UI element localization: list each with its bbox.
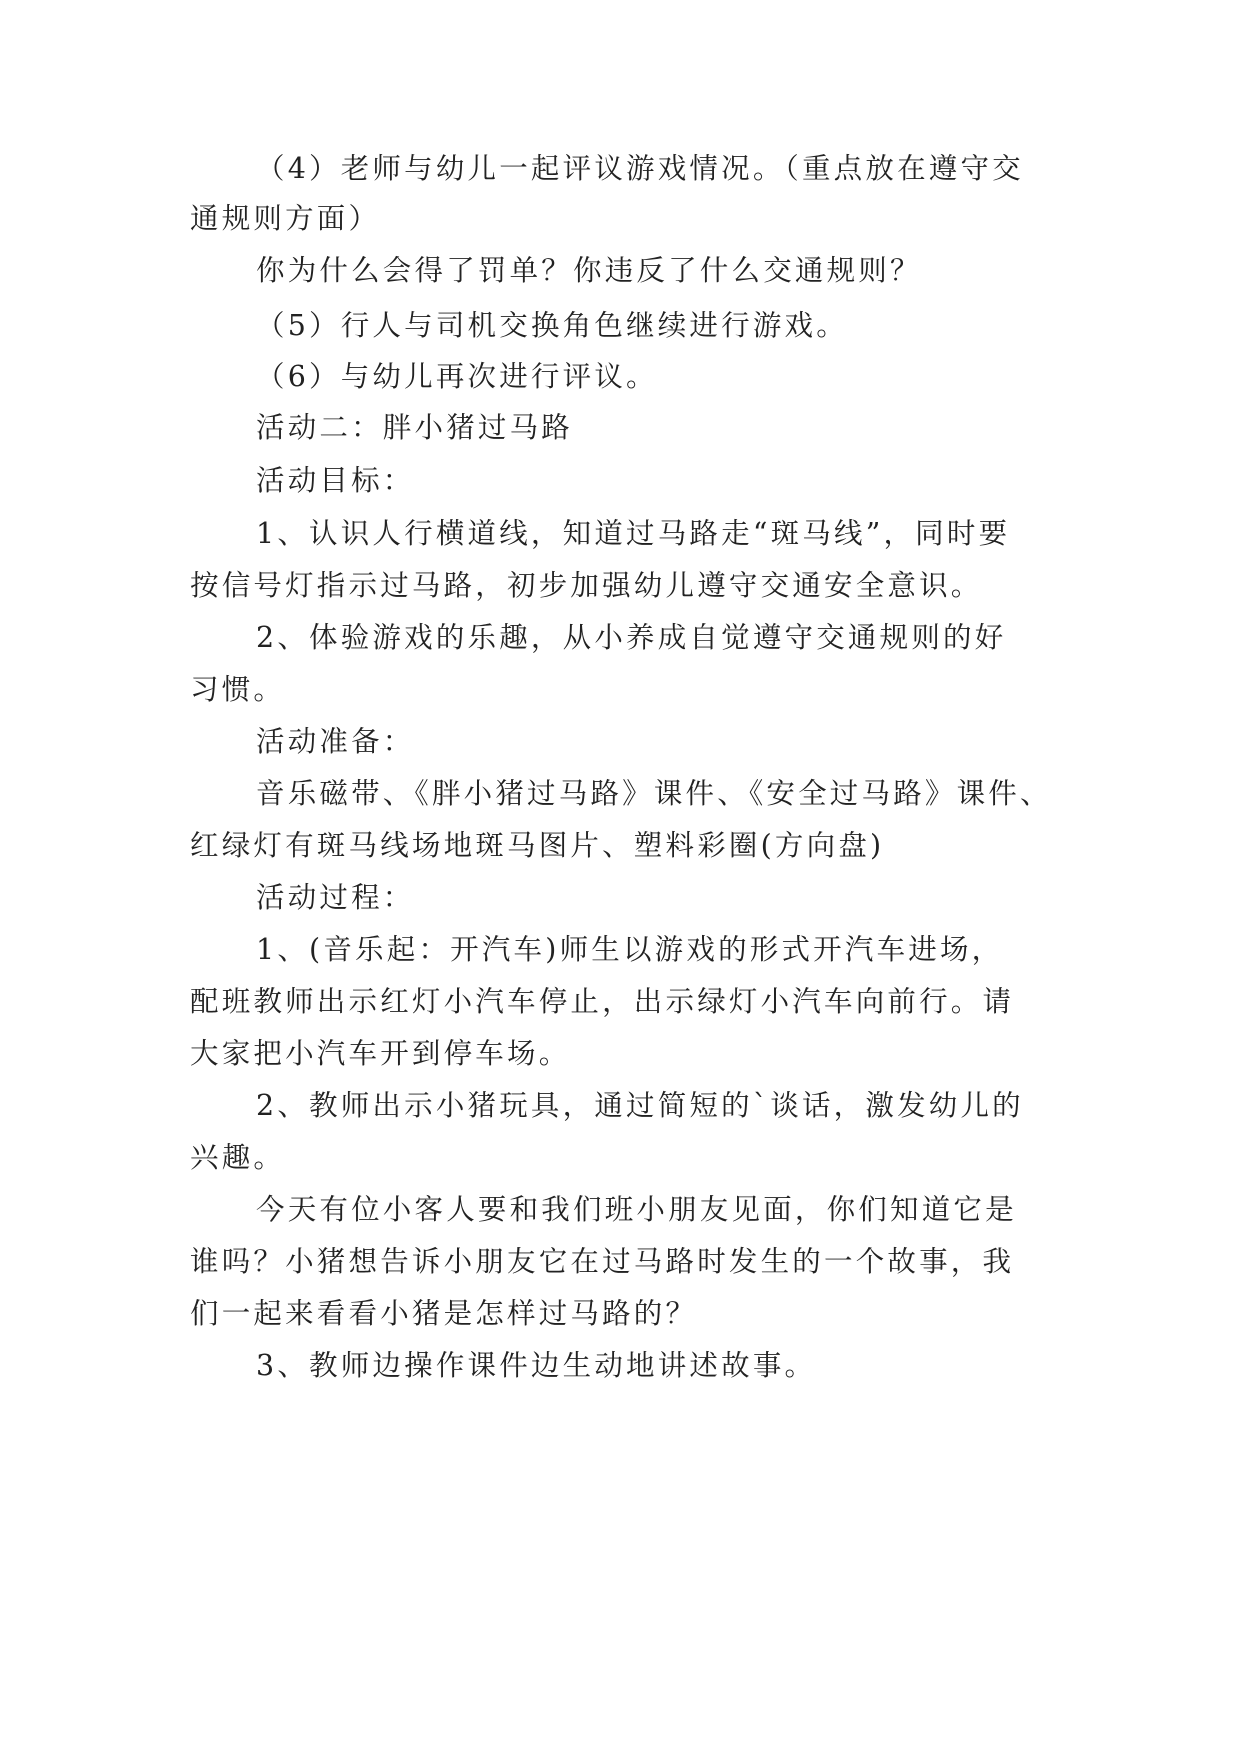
paragraph-line: 红绿灯有斑马线场地斑马图片、塑料彩圈(方向盘) [190,829,885,862]
paragraph-line: 2、体验游戏的乐趣，从小养成自觉遵守交通规则的好 [256,621,1007,654]
paragraph-line: 今天有位小客人要和我们班小朋友见面，你们知道它是 [256,1193,1017,1226]
paragraph-line: 音乐磁带、《胖小猪过马路》课件、《安全过马路》课件、 [256,777,1052,810]
paragraph-line: （5）行人与司机交换角色继续进行游戏。 [256,309,848,342]
paragraph-line: 谁吗？小猪想告诉小朋友它在过马路时发生的一个故事，我 [190,1245,1015,1278]
paragraph-line: 1、认识人行横道线，知道过马路走“斑马线”，同时要 [256,517,1011,550]
paragraph-line: 1、(音乐起：开汽车)师生以游戏的形式开汽车进场， [256,933,1004,966]
paragraph-line: （4）老师与幼儿一起评议游戏情况。（重点放在遵守交 [256,152,1024,185]
paragraph-line: 通规则方面） [190,202,381,235]
section-heading: 活动过程： [256,881,415,914]
paragraph-line: 配班教师出示红灯小汽车停止，出示绿灯小汽车向前行。请 [190,985,1015,1018]
paragraph-line: 3、教师边操作课件边生动地讲述故事。 [256,1349,817,1382]
section-heading: 活动二：胖小猪过马路 [256,411,574,444]
paragraph-line: 大家把小汽车开到停车场。 [190,1037,571,1070]
paragraph-line: 你为什么会得了罚单？你违反了什么交通规则？ [256,254,922,287]
section-heading: 活动目标： [256,464,415,497]
paragraph-line: 兴趣。 [190,1141,286,1174]
paragraph-line: 们一起来看看小猪是怎样过马路的？ [190,1297,698,1330]
paragraph-line: 习惯。 [190,673,286,706]
section-heading: 活动准备： [256,725,415,758]
paragraph-line: 2、教师出示小猪玩具，通过简短的`谈话，激发幼儿的 [256,1089,1024,1122]
paragraph-line: （6）与幼儿再次进行评议。 [256,360,658,393]
paragraph-line: 按信号灯指示过马路，初步加强幼儿遵守交通安全意识。 [190,569,983,602]
